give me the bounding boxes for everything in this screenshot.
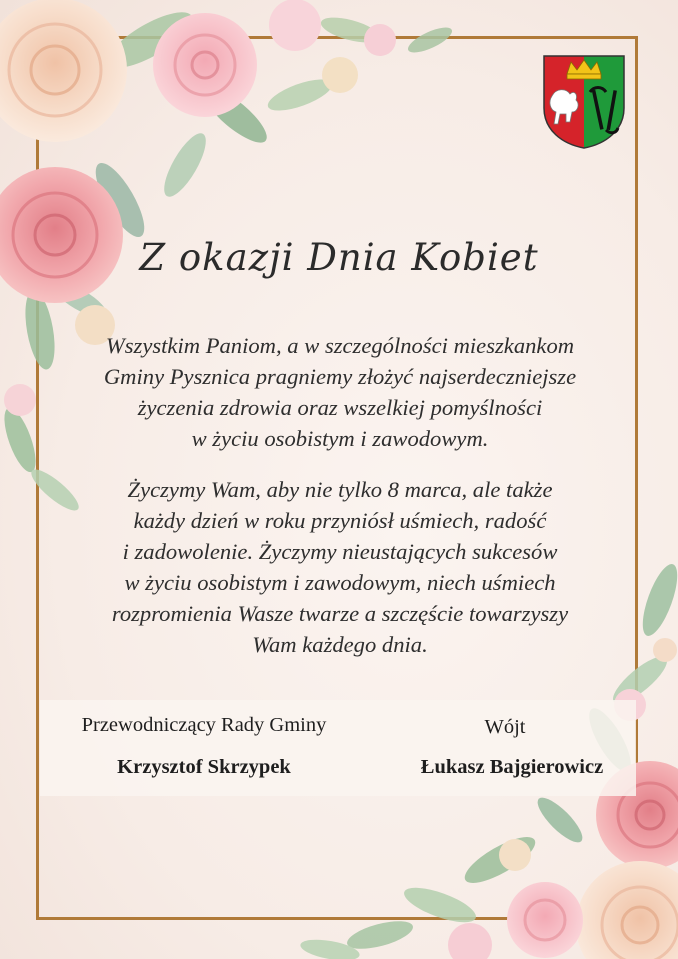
paragraph-line: w życiu osobistym i zawodowym. [191, 426, 489, 451]
signature-right-role: Wójt [484, 716, 526, 738]
paragraph-line: Wszystkim Paniom, a w szczególności mieszkankom [105, 333, 575, 358]
signature-left-name: Krzysztof Skrzypek [117, 756, 291, 778]
coat-of-arms-icon [540, 52, 628, 152]
paragraph-line: Wam każdego dnia. [252, 632, 428, 657]
paragraph-line: Życzymy Wam, aby nie tylko 8 marca, ale także [127, 477, 553, 502]
greeting-paragraph-2 [40, 474, 640, 660]
paragraph-line: każdy dzień w roku przyniósł uśmiech, radość [133, 508, 547, 533]
greeting-paragraph-1 [40, 330, 640, 454]
paragraph-line: życzenia zdrowia oraz wszelkiej pomyślności [137, 395, 543, 420]
paragraph-line: Gminy Pysznica pragniemy złożyć najserdeczniejsze [103, 364, 577, 389]
paragraph-line: w życiu osobistym i zawodowym, niech uśmiech [124, 570, 556, 595]
signature-right-name: Łukasz Bajgierowicz [420, 756, 604, 778]
paragraph-line: i zadowolenie. Życzymy nieustających sukcesów [122, 539, 558, 564]
signature-left-role: Przewodniczący Rady Gminy [81, 714, 327, 736]
page-title: Z okazji Dnia Kobiet [139, 236, 539, 279]
paragraph-line: rozpromienia Wasze twarze a szczęście towarzyszy [111, 601, 569, 626]
